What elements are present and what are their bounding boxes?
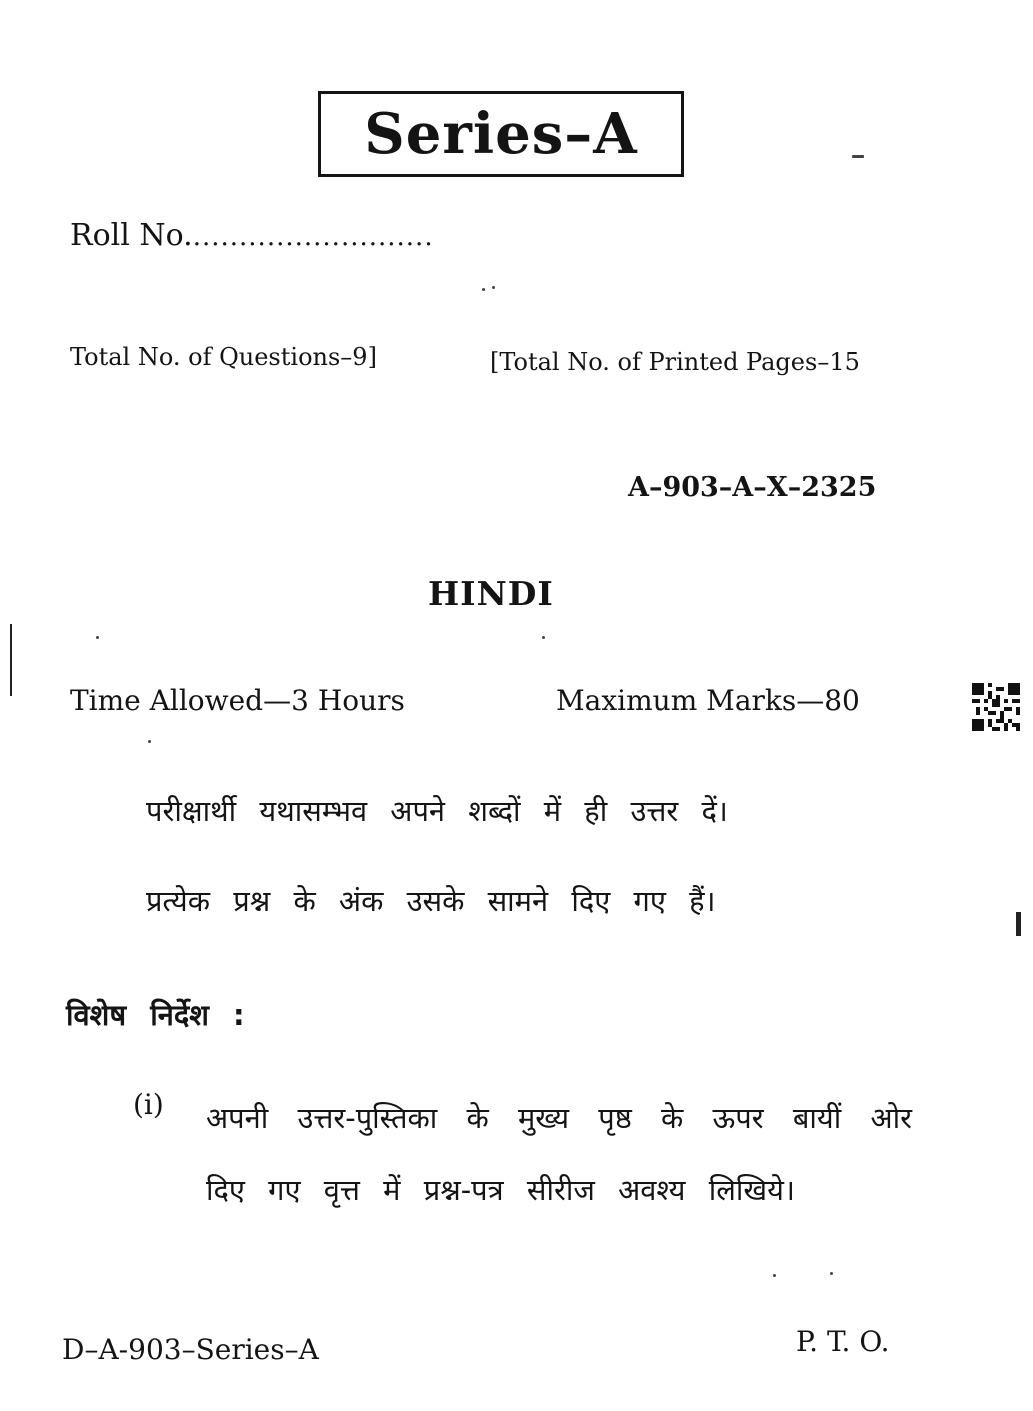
scan-speck <box>482 288 485 291</box>
paper-code: A–903–A–X–2325 <box>628 472 877 503</box>
scan-speck <box>773 1274 776 1277</box>
footer-pto: P. T. O. <box>796 1325 890 1358</box>
scan-speck <box>542 636 545 639</box>
scan-speck <box>96 636 99 639</box>
maximum-marks: Maximum Marks—80 <box>556 684 860 717</box>
subject-title: HINDI <box>428 574 554 613</box>
scan-edge-mark <box>1016 912 1021 936</box>
scan-margin-mark <box>10 624 12 696</box>
time-allowed: Time Allowed—3 Hours <box>70 684 405 717</box>
roll-number-blank: .......................... <box>192 222 434 252</box>
scan-speck <box>830 1272 833 1275</box>
scan-speck <box>852 155 864 158</box>
roll-number-line <box>70 218 434 253</box>
footer-paper-code: D–A-903–Series–A <box>62 1333 319 1366</box>
instruction-line-1: परीक्षार्थी यथासम्भव अपने शब्दों में ही उत्तर दें। <box>146 794 728 828</box>
special-directions-heading: विशेष निर्देश : <box>66 998 245 1032</box>
roll-number-label: Roll No. <box>70 218 193 253</box>
total-printed-pages: [Total No. of Printed Pages–15 <box>490 348 860 376</box>
qr-code-icon <box>972 683 1020 731</box>
scan-speck <box>148 740 151 743</box>
instruction-line-2: प्रत्येक प्रश्न के अंक उसके सामने दिए गए हैं। <box>146 884 716 918</box>
scan-speck <box>492 286 495 289</box>
direction-item-text: अपनी उत्तर-पुस्तिका के मुख्य पृष्ठ के ऊपर बायीं ओर दिए गए वृत्त में प्रश्न-पत्र सीरीज अवश्य लिखिये। <box>206 1101 912 1207</box>
total-questions: Total No. of Questions–9] <box>70 343 377 371</box>
series-label: Series–A <box>364 101 638 167</box>
series-box <box>318 91 684 177</box>
direction-item-number: (i) <box>133 1088 164 1121</box>
